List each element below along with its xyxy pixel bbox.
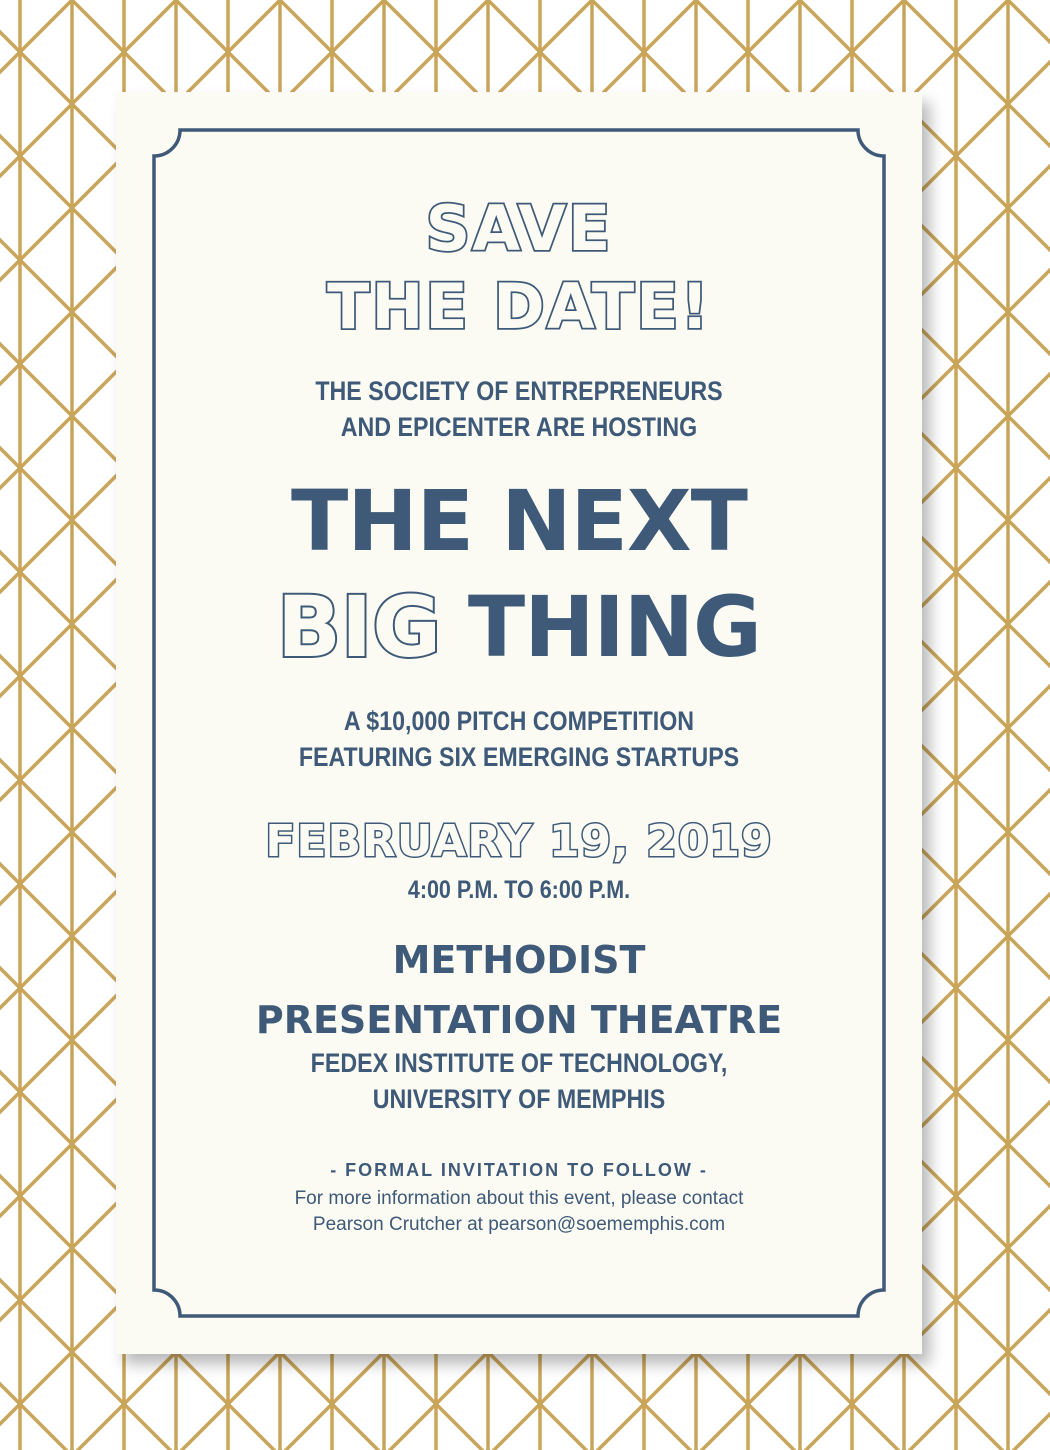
event-title-line-1: THE NEXT bbox=[291, 472, 747, 570]
invitation-card bbox=[116, 92, 922, 1354]
event-time: 4:00 P.M. TO 6:00 P.M. bbox=[407, 876, 631, 904]
hosts-line-2: AND EPICENTER ARE HOSTING bbox=[340, 412, 698, 442]
venue-line-4: UNIVERSITY OF MEMPHIS bbox=[372, 1084, 666, 1114]
venue-line-1: METHODIST bbox=[392, 938, 646, 982]
headline-save: SAVE bbox=[425, 192, 613, 265]
hosts-line-1: THE SOCIETY OF ENTREPRENEURS bbox=[315, 376, 723, 406]
description-line-1: A $10,000 PITCH COMPETITION bbox=[343, 706, 695, 736]
event-title-big: BIG bbox=[276, 578, 442, 676]
headline-the-date: THE DATE! bbox=[327, 270, 711, 343]
description-line-2: FEATURING SIX EMERGING STARTUPS bbox=[298, 742, 740, 772]
contact-line-1: For more information about this event, please contact bbox=[294, 1188, 744, 1209]
invitation-content bbox=[116, 92, 922, 1354]
event-date: FEBRUARY 19, 2019 bbox=[265, 816, 773, 867]
formal-invitation-notice: - FORMAL INVITATION TO FOLLOW - bbox=[330, 1160, 708, 1180]
event-title-line-2 bbox=[116, 578, 922, 676]
event-title-thing: THING bbox=[467, 578, 762, 676]
contact-line-2: Pearson Crutcher at pearson@soememphis.com bbox=[312, 1214, 726, 1235]
venue-line-2: PRESENTATION THEATRE bbox=[255, 998, 783, 1042]
venue-line-3: FEDEX INSTITUTE OF TECHNOLOGY, bbox=[310, 1048, 728, 1078]
